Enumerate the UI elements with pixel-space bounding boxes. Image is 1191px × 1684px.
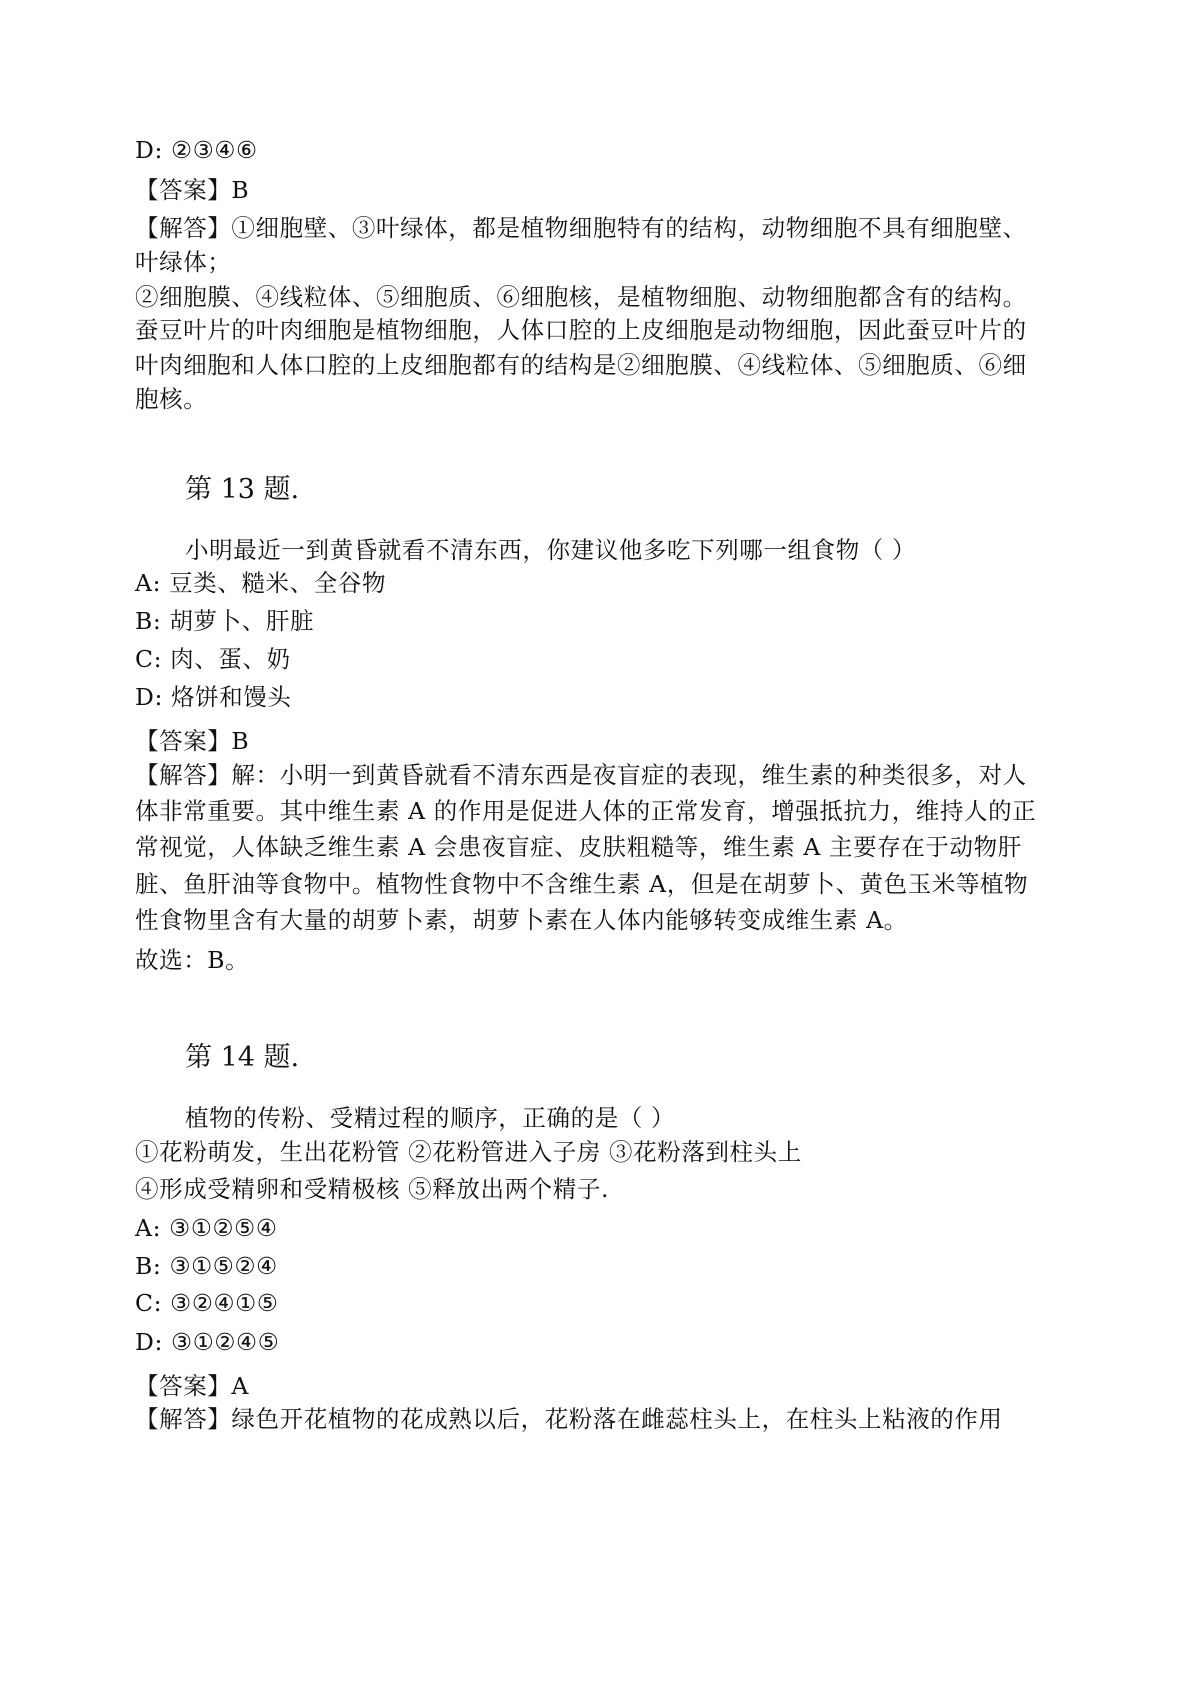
- explanation-line: 蚕豆叶片的叶肉细胞是植物细胞，人体口腔的上皮细胞是动物细胞，因此蚕豆叶片的: [135, 316, 1027, 344]
- answer: 【答案】A: [135, 1372, 249, 1400]
- question-title: 第 13 题.: [185, 474, 300, 505]
- option-b: B: 胡萝卜、肝脏: [135, 607, 315, 635]
- explanation-line: ②细胞膜、④线粒体、⑤细胞质、⑥细胞核，是植物细胞、动物细胞都含有的结构。: [135, 283, 1027, 311]
- question-text: 植物的传粉、受精过程的顺序，正确的是（ ）: [185, 1104, 676, 1132]
- option-d: D: 烙饼和馒头: [135, 683, 292, 711]
- option-b: B: ③①⑤②④: [135, 1252, 278, 1280]
- answer: 【答案】B: [135, 176, 250, 204]
- option-d: D: ②③④⑥: [135, 136, 258, 164]
- question-item: ①花粉萌发，生出花粉管 ②花粉管进入子房 ③花粉落到柱头上: [135, 1138, 802, 1166]
- option-d: D: ③①②④⑤: [135, 1328, 280, 1356]
- explanation-line: 故选：B。: [135, 946, 250, 974]
- explanation-line: 叶肉细胞和人体口腔的上皮细胞都有的结构是②细胞膜、④线粒体、⑤细胞质、⑥细: [135, 351, 1027, 379]
- explanation-line: 【解答】①细胞壁、③叶绿体，都是植物细胞特有的结构，动物细胞不具有细胞壁、: [135, 214, 1027, 242]
- explanation-line: 常视觉，人体缺乏维生素 A 会患夜盲症、皮肤粗糙等，维生素 A 主要存在于动物肝: [135, 833, 1022, 861]
- explanation-line: 【解答】解：小明一到黄昏就看不清东西是夜盲症的表现，维生素的种类很多，对人: [135, 761, 1027, 789]
- option-a: A: 豆类、糙米、全谷物: [135, 569, 387, 597]
- answer: 【答案】B: [135, 727, 250, 755]
- explanation-line: 脏、鱼肝油等食物中。植物性食物中不含维生素 A，但是在胡萝卜、黄色玉米等植物: [135, 870, 1029, 898]
- explanation-line: 叶绿体；: [135, 248, 232, 276]
- explanation-line: 性食物里含有大量的胡萝卜素，胡萝卜素在人体内能够转变成维生素 A。: [135, 906, 908, 934]
- question-item: ④形成受精卵和受精极核 ⑤释放出两个精子.: [135, 1175, 610, 1203]
- option-a: A: ③①②⑤④: [135, 1214, 278, 1242]
- question-text: 小明最近一到黄昏就看不清东西，你建议他多吃下列哪一组食物（ ）: [185, 536, 917, 564]
- option-c: C: ③②④①⑤: [135, 1289, 279, 1317]
- explanation-line: 胞核。: [135, 385, 208, 413]
- question-title: 第 14 题.: [185, 1042, 300, 1073]
- explanation-line: 【解答】绿色开花植物的花成熟以后，花粉落在雌蕊柱头上，在柱头上粘液的作用: [135, 1405, 1003, 1433]
- explanation-line: 体非常重要。其中维生素 A 的作用是促进人体的正常发育，增强抵抗力，维持人的正: [135, 797, 1037, 825]
- option-c: C: 肉、蛋、奶: [135, 645, 291, 673]
